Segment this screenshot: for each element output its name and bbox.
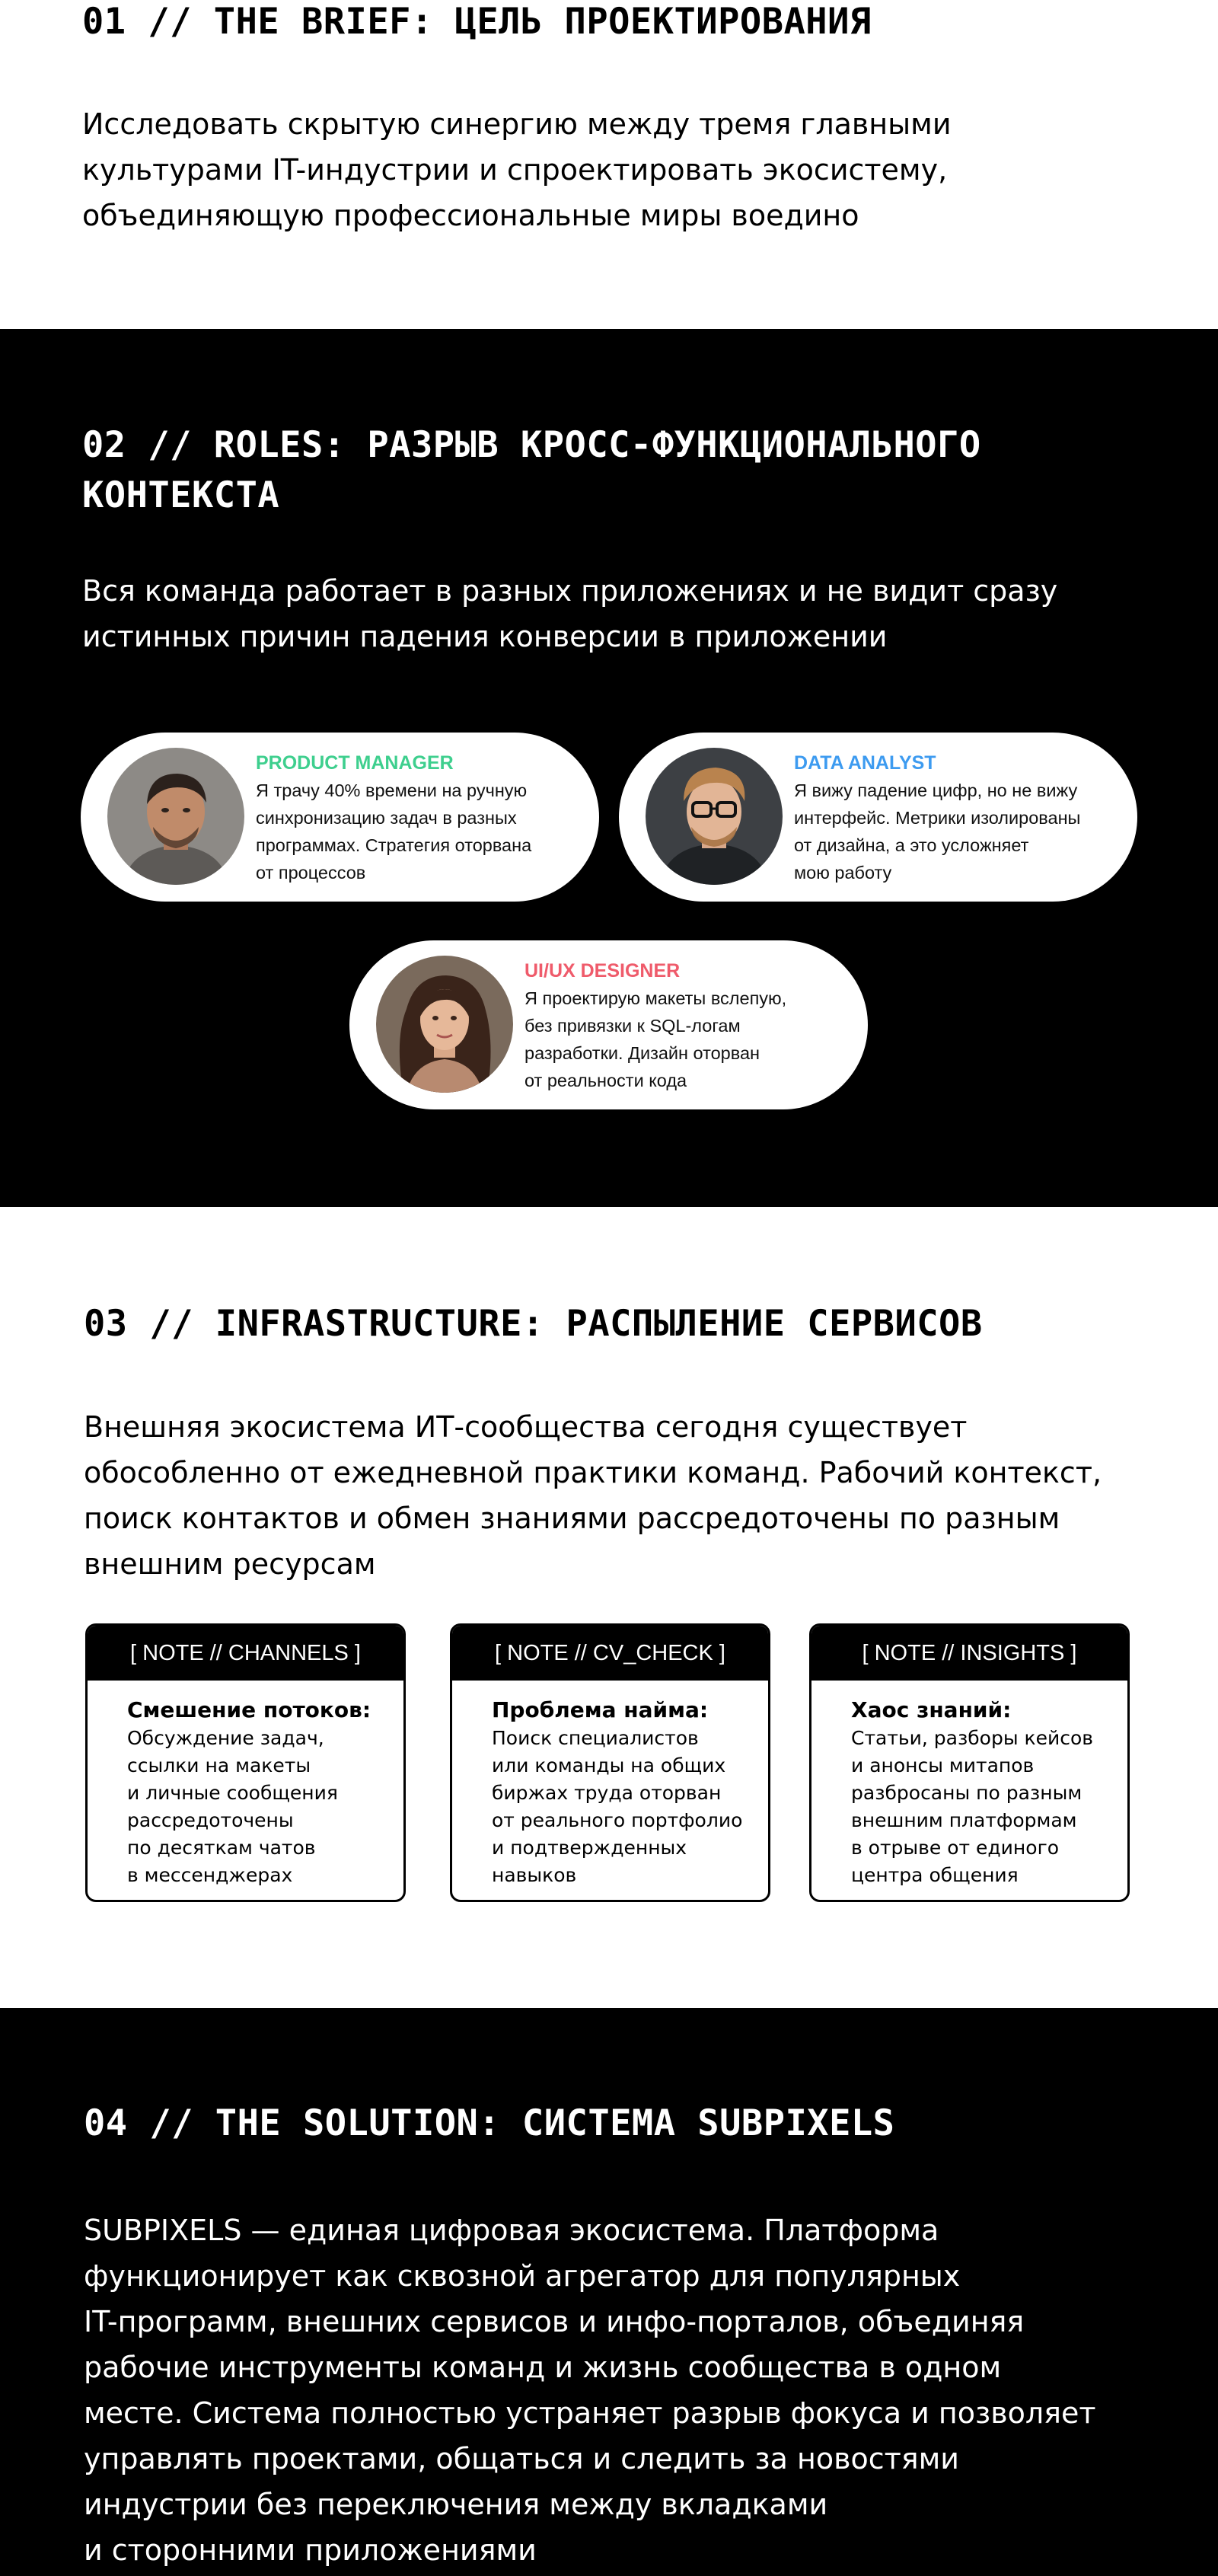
persona-role: UI/UX DESIGNER <box>525 960 681 982</box>
note-body-line: и подтвержденных <box>492 1837 687 1859</box>
note-body-line: центра общения <box>851 1864 1019 1886</box>
solution-section <box>0 2008 1218 2576</box>
note-body-line: навыков <box>492 1864 577 1886</box>
brief-section <box>0 0 1218 329</box>
persona-role: PRODUCT MANAGER <box>256 752 454 774</box>
note-label: [ NOTE // CHANNELS ] <box>88 1626 403 1681</box>
infrastructure-text <box>84 1404 1102 1587</box>
roles-text-line: истинных причин падения конверсии в приложении <box>82 620 888 653</box>
roles-text <box>82 568 1057 659</box>
note-body <box>851 1725 1093 1889</box>
brief-text-line: культурами IT-индустрии и спроектировать экосистему, <box>82 153 948 187</box>
note-body-line: Поиск специалистов <box>492 1727 699 1749</box>
note-label: [ NOTE // INSIGHTS ] <box>811 1626 1127 1681</box>
persona-quote-line: синхронизацию задач в разных <box>256 808 517 828</box>
brief-heading: 01 // THE BRIEF: ЦЕЛЬ ПРОЕКТИРОВАНИЯ <box>82 1 872 43</box>
persona-quote-line: от процессов <box>256 863 366 883</box>
brief-text-line: объединяющую профессиональные миры воедино <box>82 199 859 232</box>
solution-text-line: и сторонними приложениями <box>84 2533 537 2567</box>
solution-text-line: месте. Система полностью устраняет разрыв фокуса и позволяет <box>84 2396 1096 2430</box>
note-channels <box>85 1623 406 1902</box>
note-body-line: биржах труда оторван <box>492 1782 722 1804</box>
solution-text-line: функционирует как сквозной агрегатор для популярных <box>84 2259 961 2293</box>
note-title: Хаос знаний: <box>851 1697 1012 1722</box>
infrastructure-text-line: Внешняя экосистема ИТ-сообщества сегодня существует <box>84 1410 968 1444</box>
roles-heading-line: КОНТЕКСТА <box>82 474 280 516</box>
persona-quote <box>794 777 1080 886</box>
ui-ux-designer-avatar <box>376 956 513 1093</box>
note-body-line: и личные сообщения <box>127 1782 338 1804</box>
persona-quote <box>256 777 531 886</box>
note-label: [ NOTE // CV_CHECK ] <box>452 1626 768 1681</box>
persona-card-data-analyst <box>619 733 1137 902</box>
note-body <box>127 1725 338 1889</box>
note-insights <box>809 1623 1130 1902</box>
solution-text-line: индустрии без переключения между вкладками <box>84 2488 828 2521</box>
persona-card-ui-ux-designer <box>349 940 868 1109</box>
note-body-line: рассредоточены <box>127 1809 294 1831</box>
note-body-line: в отрыве от единого <box>851 1837 1059 1859</box>
infrastructure-text-line: поиск контактов и обмен знаниями рассредоточены по разным <box>84 1502 1060 1535</box>
note-body-line: Статьи, разборы кейсов <box>851 1727 1094 1749</box>
note-body-line: в мессенджерах <box>127 1864 293 1886</box>
infrastructure-text-line: внешним ресурсам <box>84 1547 376 1581</box>
persona-quote <box>525 985 786 1094</box>
note-body-line: по десяткам чатов <box>127 1837 316 1859</box>
persona-quote-line: разработки. Дизайн оторван <box>525 1043 760 1063</box>
product-manager-avatar <box>107 748 244 885</box>
infrastructure-heading: 03 // INFRASTRUCTURE: РАСПЫЛЕНИЕ СЕРВИСОВ <box>84 1303 983 1345</box>
persona-quote-line: Я трачу 40% времени на ручную <box>256 780 528 800</box>
solution-text-line: SUBPIXELS — единая цифровая экосистема. Платформа <box>84 2214 939 2247</box>
note-body <box>492 1725 742 1889</box>
roles-text-line: Вся команда работает в разных приложениях и не видит сразу <box>82 574 1058 608</box>
roles-heading-line: 02 // ROLES: РАЗРЫВ КРОСС-ФУНКЦИОНАЛЬНОГО <box>82 424 981 466</box>
note-title: Смешение потоков: <box>127 1697 371 1722</box>
note-body-line: ссылки на макеты <box>127 1754 311 1776</box>
persona-quote-line: Я проектирую макеты вслепую, <box>525 988 787 1008</box>
note-title: Проблема найма: <box>492 1697 709 1722</box>
note-body-line: внешним платформам <box>851 1809 1077 1831</box>
brief-text-line: Исследовать скрытую синергию между тремя главными <box>82 107 952 141</box>
note-body-line: или команды на общих <box>492 1754 726 1776</box>
persona-quote-line: программах. Стратегия оторвана <box>256 835 532 855</box>
data-analyst-avatar <box>646 748 783 885</box>
solution-text-line: рабочие инструменты команд и жизнь сообщества в одном <box>84 2351 1002 2384</box>
note-cv-check <box>450 1623 770 1902</box>
solution-text-line: IT-программ, внешних сервисов и инфо-порталов, объединяя <box>84 2305 1025 2338</box>
brief-text <box>82 101 952 238</box>
solution-text <box>84 2207 1096 2573</box>
infrastructure-text-line: обособленно от ежедневной практики команд. Рабочий контекст, <box>84 1456 1102 1489</box>
roles-section <box>0 329 1218 1207</box>
persona-quote-line: без привязки к SQL-логам <box>525 1016 741 1036</box>
persona-quote-line: мою работу <box>794 863 892 883</box>
persona-quote-line: интерфейс. Метрики изолированы <box>794 808 1081 828</box>
note-body-line: разбросаны по разным <box>851 1782 1082 1804</box>
persona-quote-line: Я вижу падение цифр, но не вижу <box>794 780 1078 800</box>
note-body-line: Обсуждение задач, <box>127 1727 324 1749</box>
persona-quote-line: от реальности кода <box>525 1071 687 1090</box>
note-body-line: и анонсы митапов <box>851 1754 1035 1776</box>
persona-card-product-manager <box>81 733 599 902</box>
solution-heading: 04 // THE SOLUTION: СИСТЕМА SUBPIXELS <box>84 2102 895 2144</box>
roles-heading <box>82 420 981 521</box>
persona-quote-line: от дизайна, а это усложняет <box>794 835 1029 855</box>
persona-role: DATA ANALYST <box>794 752 936 774</box>
note-body-line: от реального портфолио <box>492 1809 743 1831</box>
solution-text-line: управлять проектами, общаться и следить за новостями <box>84 2442 959 2475</box>
